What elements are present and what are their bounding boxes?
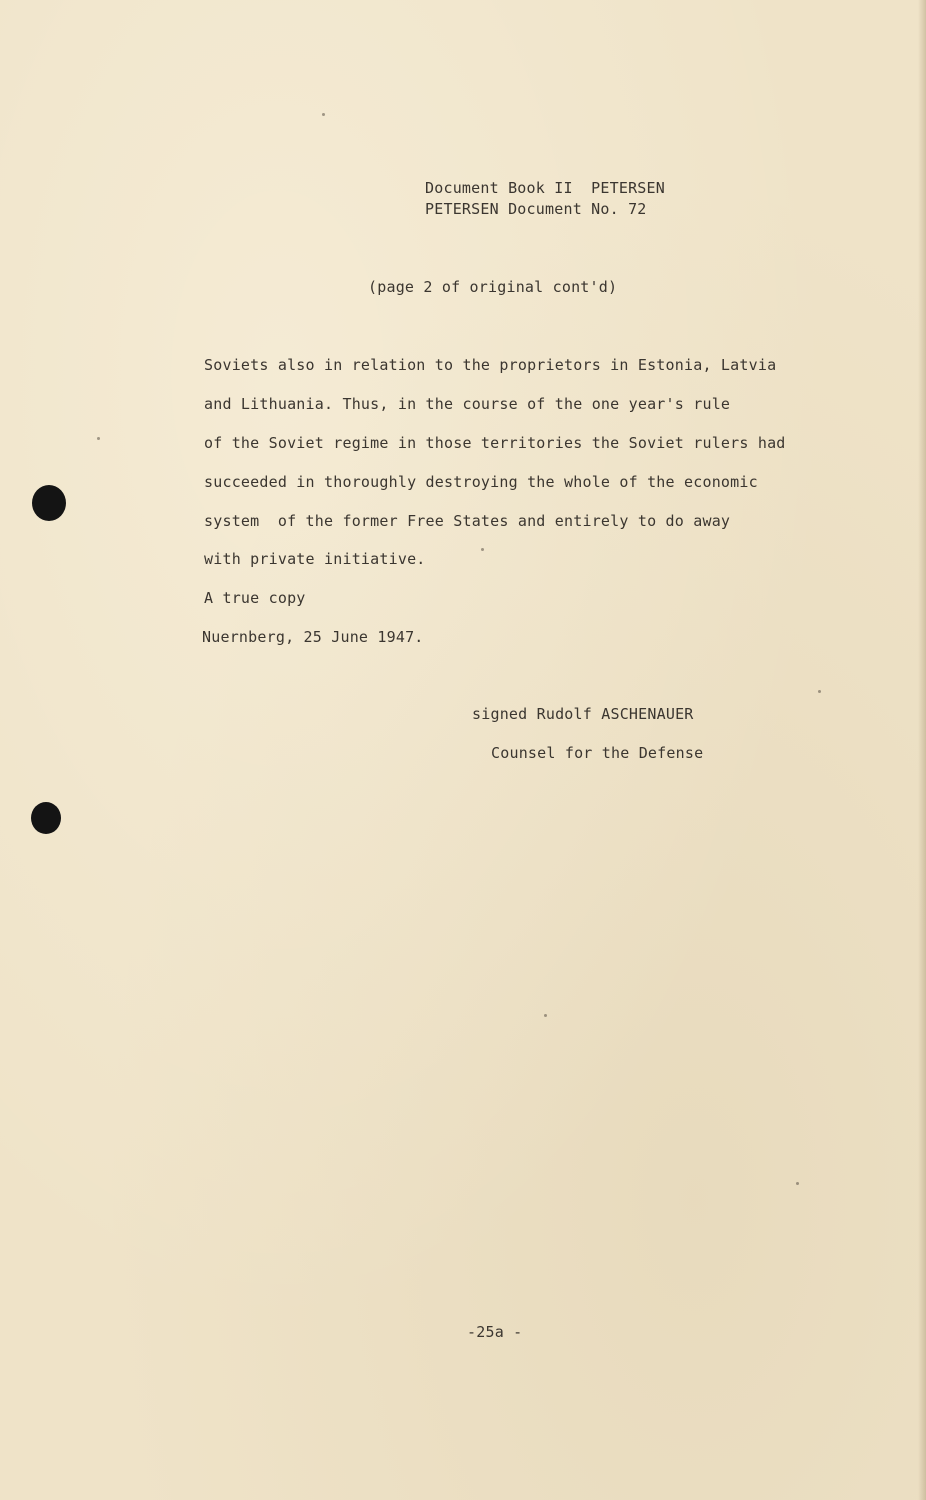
body-line: succeeded in thoroughly destroying the whole of the economic <box>204 473 758 491</box>
page-number: -25a - <box>467 1323 523 1341</box>
document-book-header: Document Book II PETERSEN <box>425 179 665 197</box>
paper-speck <box>322 113 325 116</box>
place-and-date: Nuernberg, 25 June 1947. <box>202 628 424 646</box>
page-edge-shadow <box>918 0 926 1500</box>
signer-title: Counsel for the Defense <box>491 744 704 762</box>
paper-speck <box>481 548 484 551</box>
body-line: of the Soviet regime in those territories the Soviet rulers had <box>204 434 786 452</box>
document-number-header: PETERSEN Document No. 72 <box>425 200 647 218</box>
body-line: and Lithuania. Thus, in the course of the one year's rule <box>204 395 731 413</box>
paper-speck <box>796 1182 799 1185</box>
punch-hole-bottom <box>31 802 61 834</box>
true-copy-attestation: A true copy <box>204 589 306 607</box>
punch-hole-top <box>32 485 66 521</box>
body-line: with private initiative. <box>204 550 426 568</box>
paper-speck <box>818 690 821 693</box>
body-line: Soviets also in relation to the proprietors in Estonia, Latvia <box>204 356 777 374</box>
paper-speck <box>97 437 100 440</box>
body-line: system of the former Free States and entirely to do away <box>204 512 731 530</box>
paper-speck <box>544 1014 547 1017</box>
signature-line: signed Rudolf ASCHENAUER <box>472 705 694 723</box>
continuation-note: (page 2 of original cont'd) <box>368 278 618 296</box>
